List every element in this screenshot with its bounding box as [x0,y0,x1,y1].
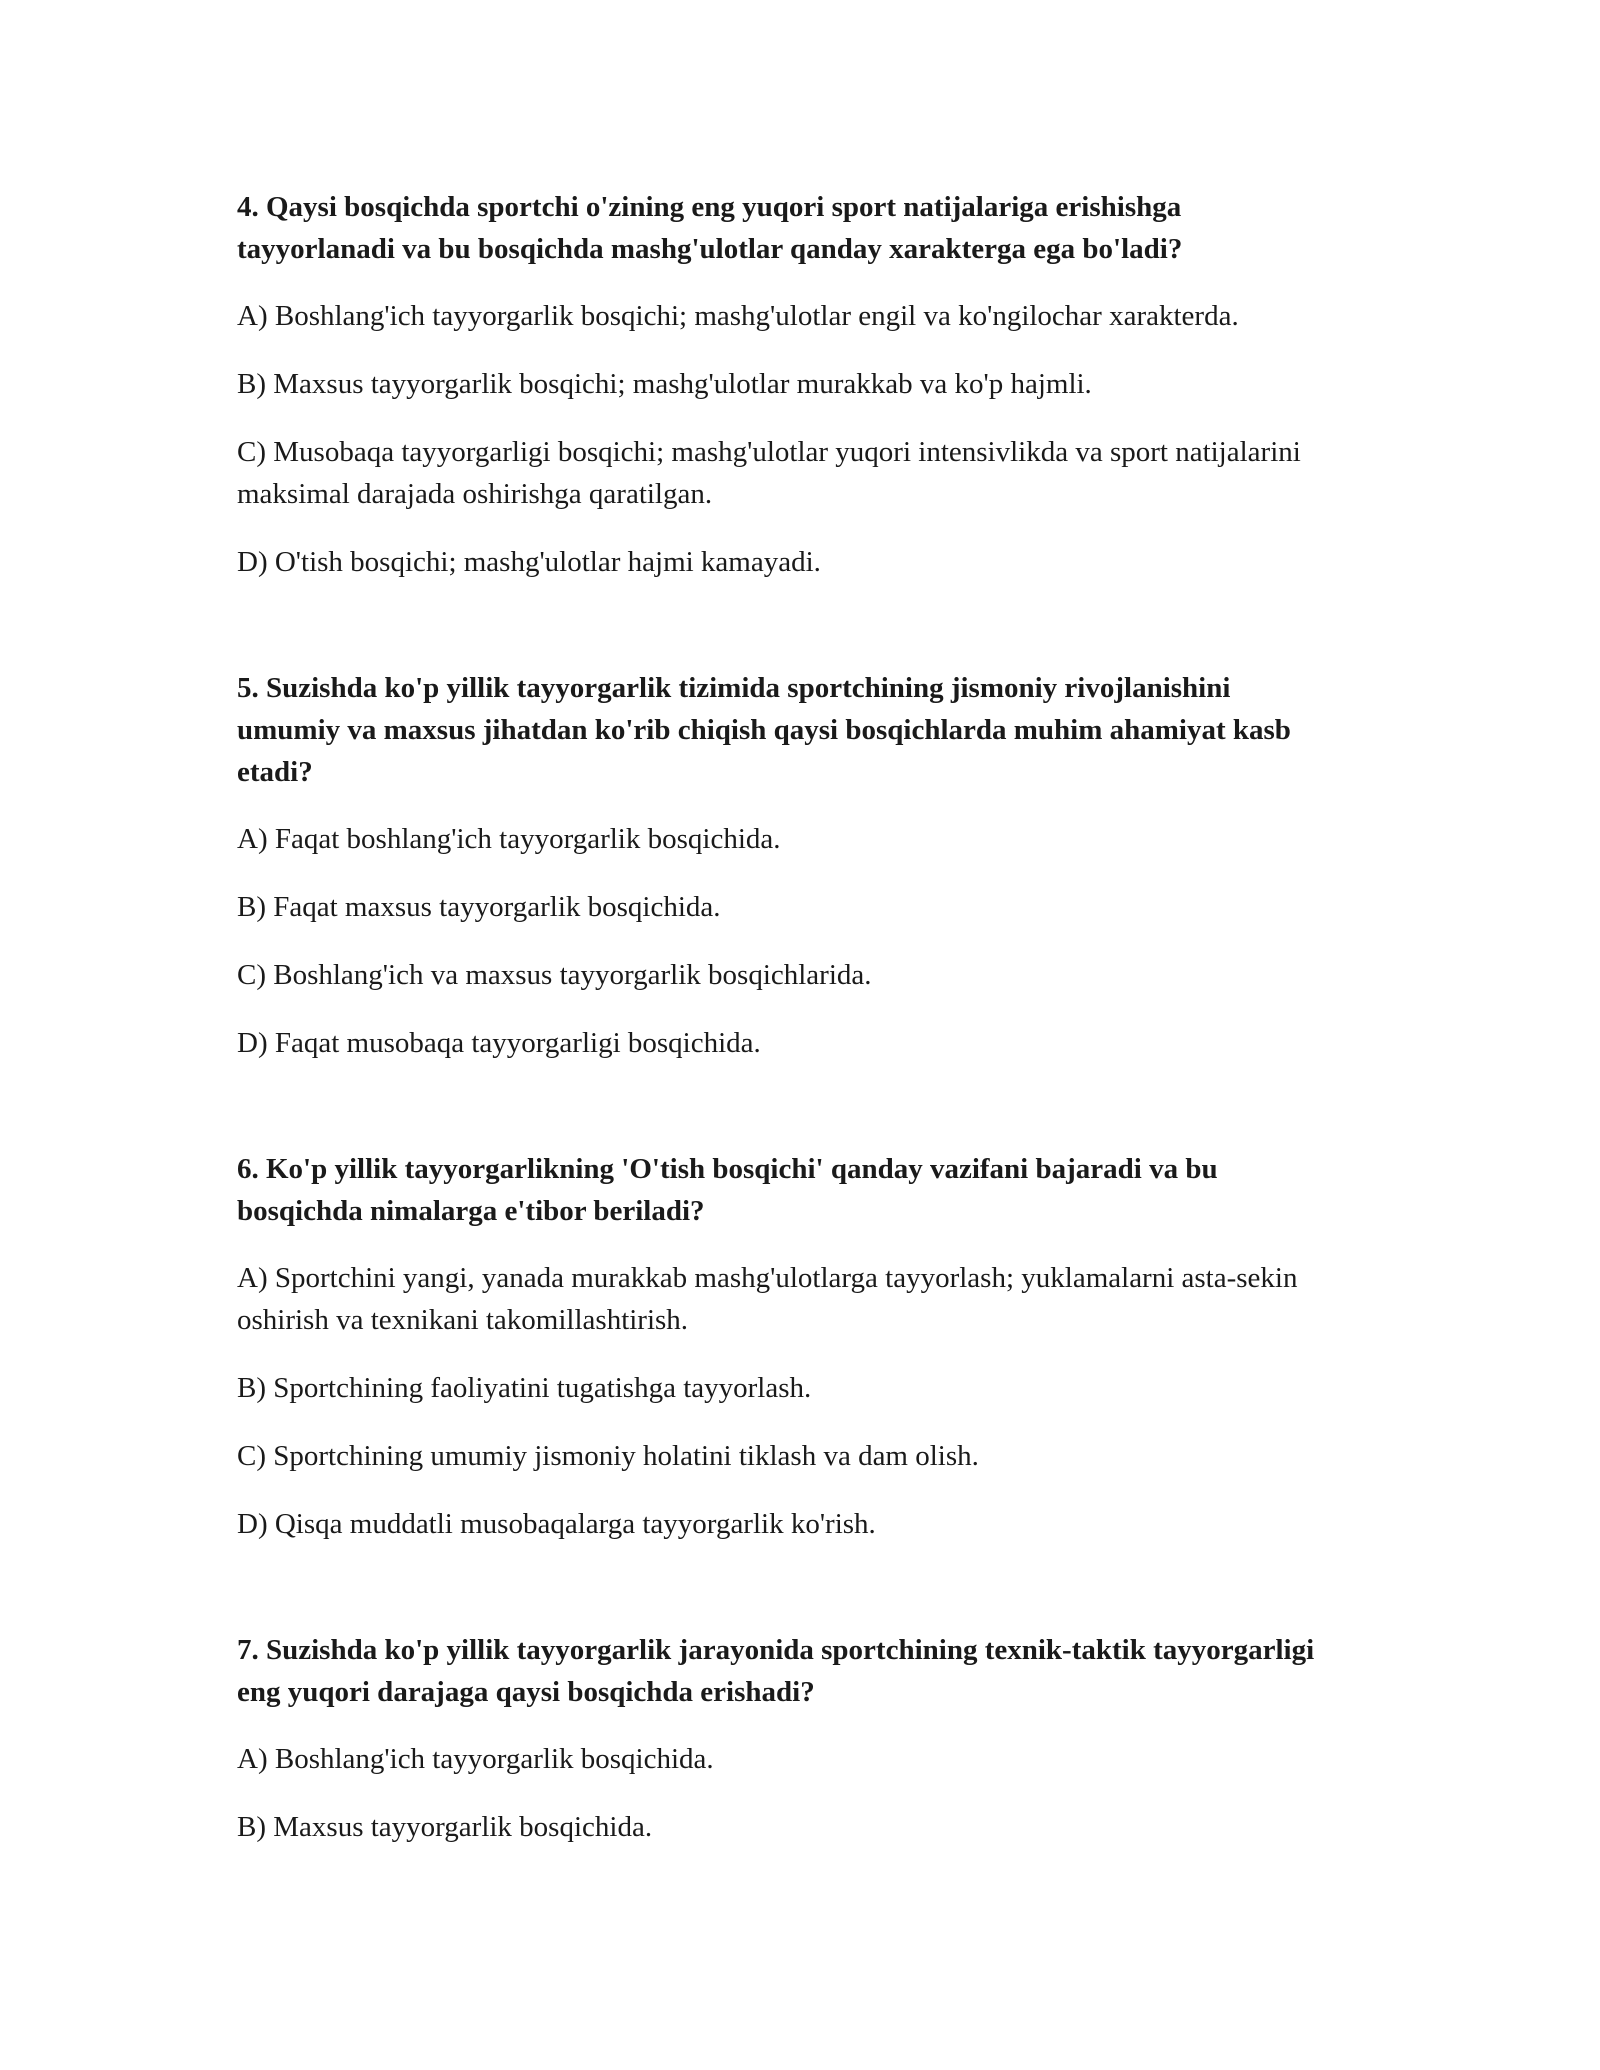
question-4 [237,186,1337,583]
answer-option-a: A) Faqat boshlang'ich tayyorgarlik bosqichida. [237,823,781,855]
answer-option-b: B) Maxsus tayyorgarlik bosqichida. [237,1811,653,1843]
answer-option-b: B) Faqat maxsus tayyorgarlik bosqichida. [237,891,721,923]
answer-option-a: A) Sportchini yangi, yanada murakkab mashg'ulotlarga tayyorlash; yuklamalarni asta-sekin oshirish va texnikani takomillashtirish. [237,1262,1298,1336]
answer-option-b: B) Sportchining faoliyatini tugatishga tayyorlash. [237,1372,812,1404]
question-text: 5. Suzishda ko'p yillik tayyorgarlik tizimida sportchining jismoniy rivojlanishini umumiy va maxsus jihatdan ko'rib chiqish qaysi bosqichlarda muhim ahamiyat kasb etadi? [237,672,1291,788]
answer-option-c: C) Musobaqa tayyorgarligi bosqichi; mashg'ulotlar yuqori intensivlikda va sport natijalarini maksimal darajada oshirishga qaratilgan. [237,436,1301,510]
question-7 [237,1629,1337,1848]
answer-option-a: A) Boshlang'ich tayyorgarlik bosqichi; mashg'ulotlar engil va ko'ngilochar xarakterda. [237,300,1239,332]
question-text: 7. Suzishda ko'p yillik tayyorgarlik jarayonida sportchining texnik-taktik tayyorgarligi eng yuqori darajaga qaysi bosqichda erishadi? [237,1634,1315,1708]
answer-option-c: C) Boshlang'ich va maxsus tayyorgarlik bosqichlarida. [237,959,872,991]
answer-option-b: B) Maxsus tayyorgarlik bosqichi; mashg'ulotlar murakkab va ko'p hajmli. [237,368,1092,400]
question-5 [237,667,1337,1064]
question-text: 4. Qaysi bosqichda sportchi o'zining eng yuqori sport natijalariga erishishga tayyorlanadi va bu bosqichda mashg'ulotlar qanday xarakterga ega bo'ladi? [237,191,1183,265]
answer-option-a: A) Boshlang'ich tayyorgarlik bosqichida. [237,1743,714,1775]
document-page [237,186,1337,1848]
answer-option-d: D) O'tish bosqichi; mashg'ulotlar hajmi kamayadi. [237,546,821,578]
answer-option-d: D) Qisqa muddatli musobaqalarga tayyorgarlik ko'rish. [237,1508,876,1540]
question-text: 6. Ko'p yillik tayyorgarlikning 'O'tish bosqichi' qanday vazifani bajaradi va bu bosqichda nimalarga e'tibor beriladi? [237,1153,1218,1227]
answer-option-d: D) Faqat musobaqa tayyorgarligi bosqichida. [237,1027,761,1059]
question-6 [237,1148,1337,1545]
answer-option-c: C) Sportchining umumiy jismoniy holatini tiklash va dam olish. [237,1440,979,1472]
